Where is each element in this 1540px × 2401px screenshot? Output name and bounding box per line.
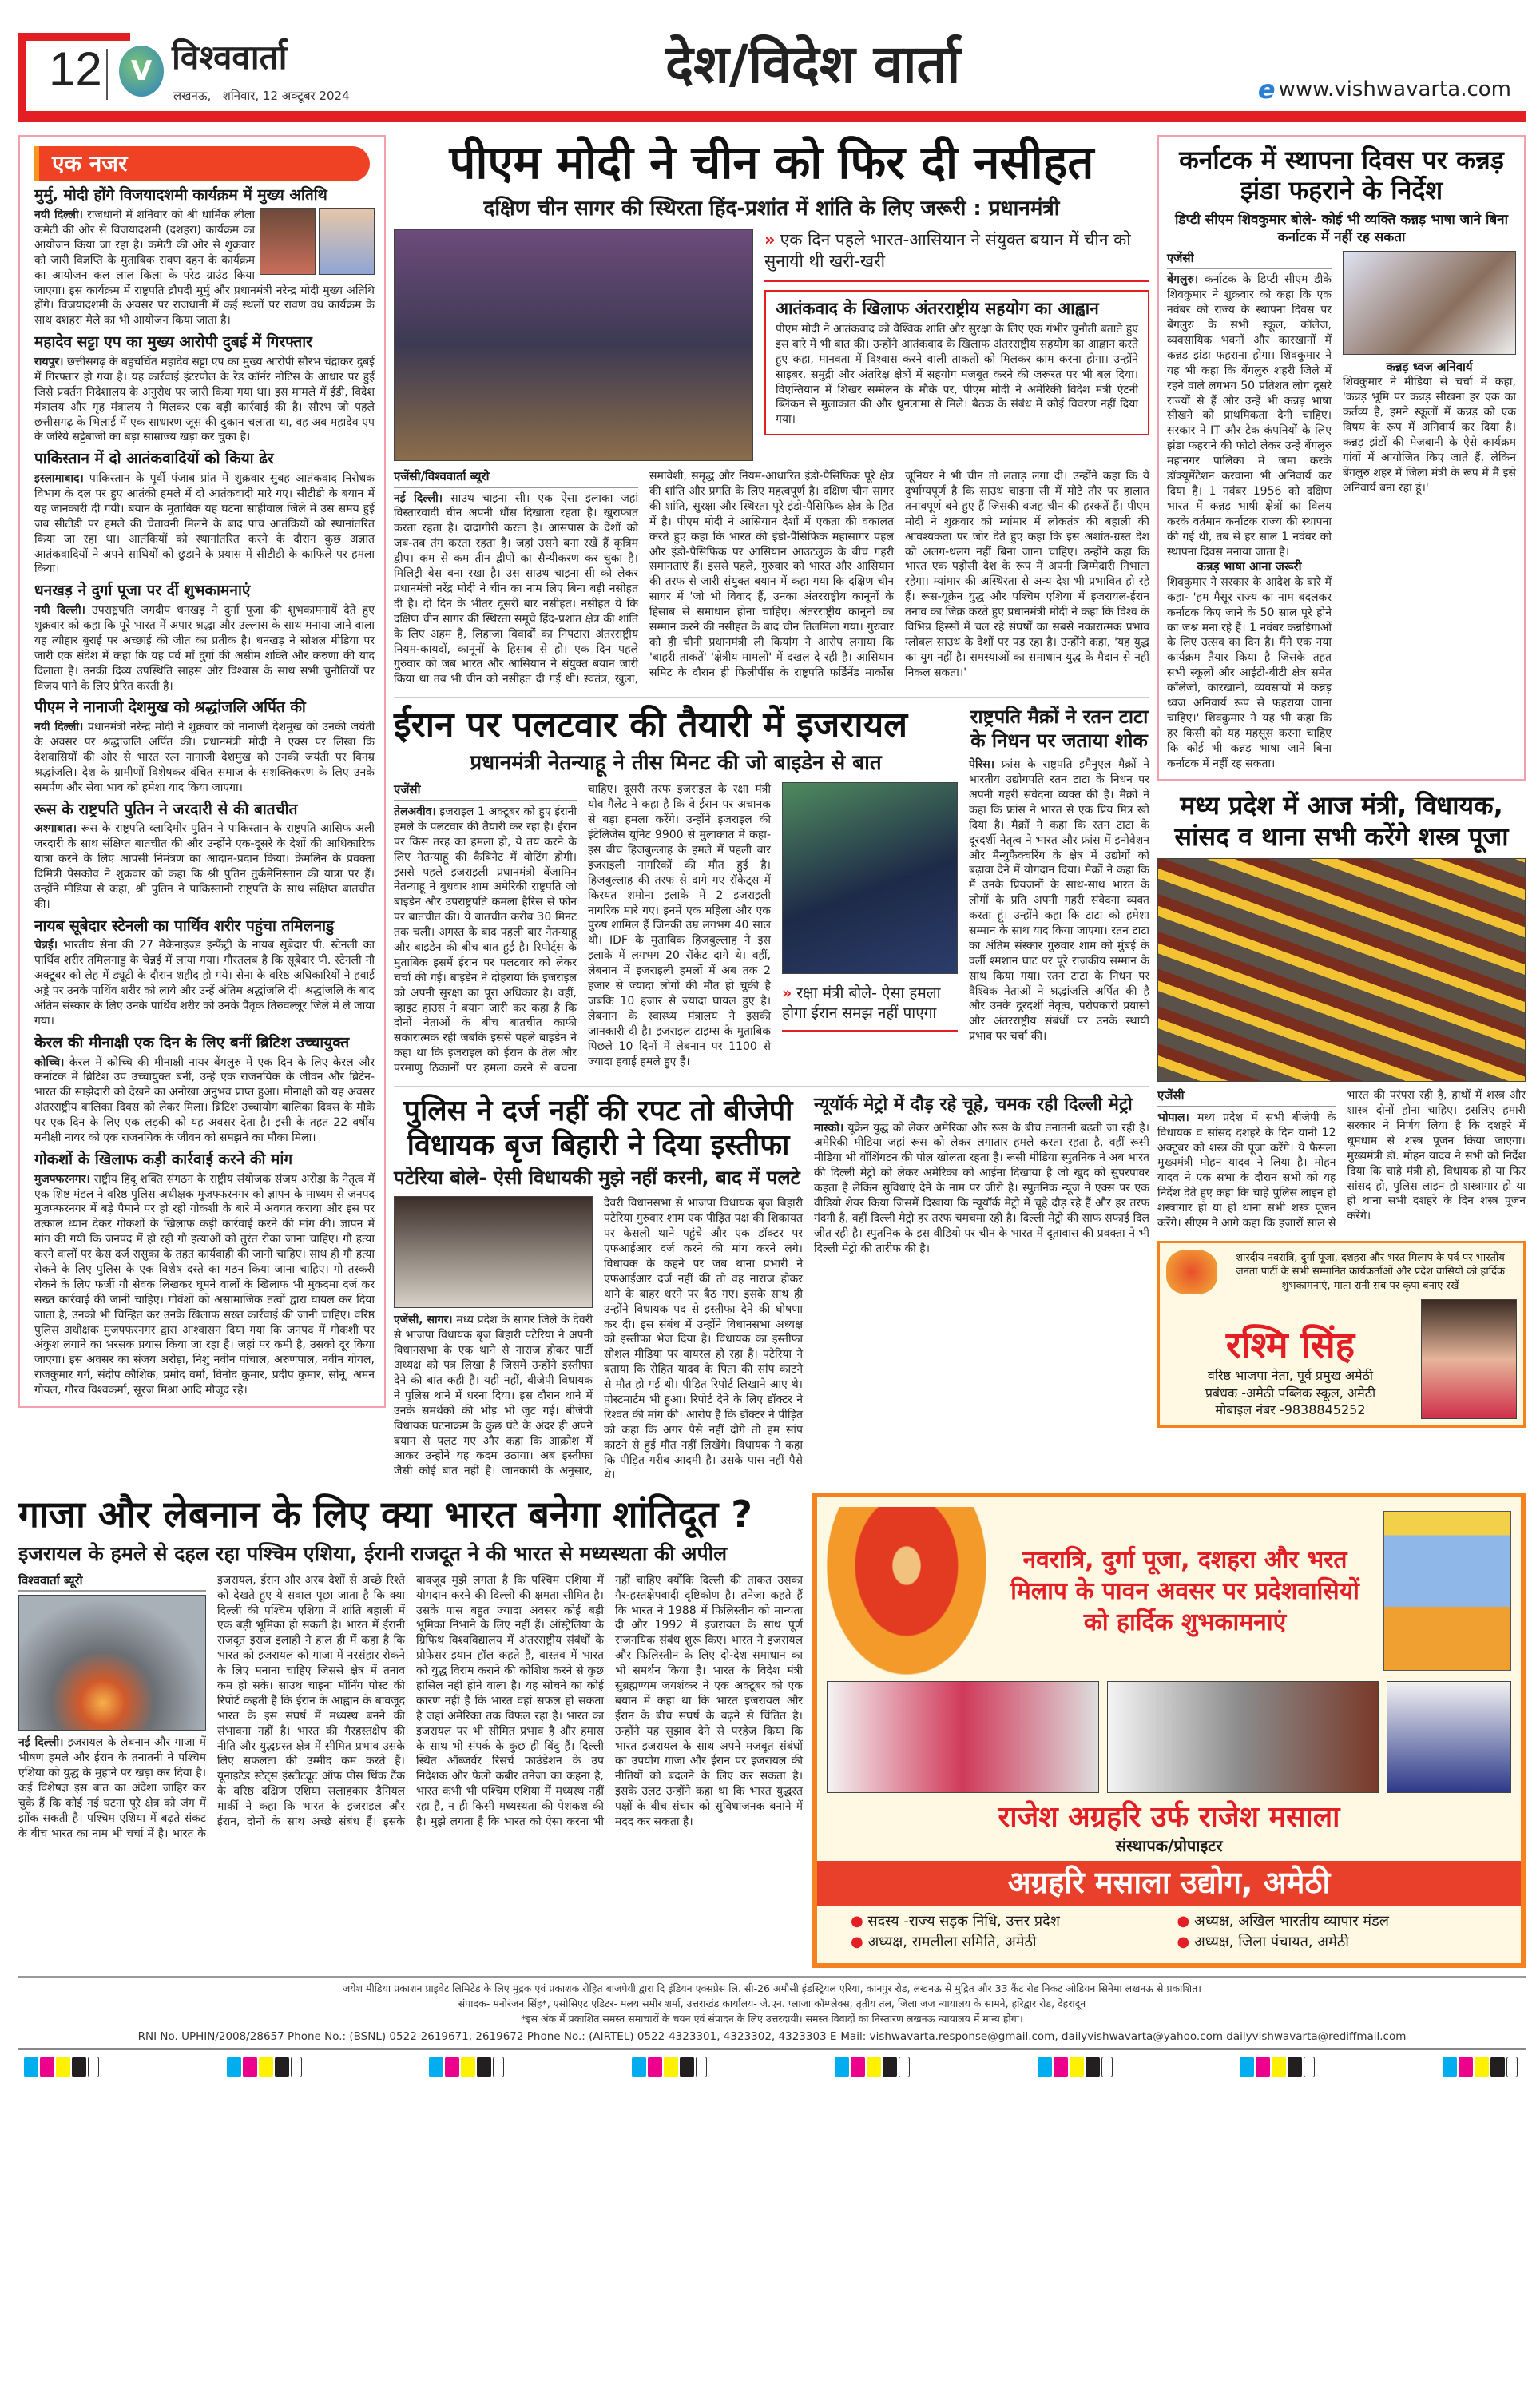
news-brief xyxy=(34,333,375,445)
brief-headline: रूस के राष्ट्रपति पुतिन ने जरदारी से की बातचीत xyxy=(34,800,298,818)
airstrike-smoke-photo xyxy=(18,1595,206,1731)
ad-line: वरिष्ठ भाजपा नेता, पूर्व प्रमुख अमेठी xyxy=(1207,1368,1374,1384)
brief-dateline: रायपुर। xyxy=(34,356,64,369)
brief-body: भारतीय सेना की 27 मैकेनाइज्ड इन्फैंट्री के नायब सूबेदार पी. स्टेनली का पार्थिव शरीर तमिलनाडु के चेन्नई में लाया गया। गौरतलब है कि सूबेदार पी. स्टेनली नौ अक्टूबर को लेह में ड्यूटी के दौरान शहीद हो गये। सेना के वरिष्ठ अधिकारियों ने हवाई अड्डे पर उनके पार्थिव शरीर को लाये और उन्हें अंतिम श्रद्धांजलि दी। श्रद्धांजलि के बाद अंतिम संस्कार के लिए उनके पार्थिव शरीर को उनके पैतृक तिरुवल्लूर जिले में ले जाया गया। xyxy=(34,939,375,1028)
event-photo xyxy=(1107,1681,1379,1793)
brief-headline: पीएम ने नानाजी देशमुख को श्रद्धांजलि अर्पित की xyxy=(34,698,306,717)
ad-greeting: शारदीय नवरात्रि, दुर्गा पूजा, दशहरा और भरत मिलाप के पर्व पर भारतीय जनता पार्टी के सभी सम्मानित कार्यकर्ताओं और प्रदेश वासियों को हार्दिक शुभकामनाएं, माता रानी सब पर कृपा बनाए रखें xyxy=(1236,1251,1505,1292)
ad-post-text: अध्यक्ष, रामलीला समिति, अमेठी xyxy=(867,1934,1037,1951)
website-url: www.vishwavarta.com xyxy=(1278,77,1511,101)
page-number: 12 xyxy=(49,42,102,96)
ad-phone: मोबाइल नंबर -9838845252 xyxy=(1215,1402,1366,1418)
brief-headline: पाकिस्तान में दो आतंकवादियों को किया ढेर xyxy=(34,450,274,468)
ek-nazar-label: एक नजर xyxy=(34,146,370,181)
story-subhead: इजरायल के हमले से दहल रहा पश्चिम एशिया, ईरानी राजदूत ने की भारत से मध्यस्थता की अपील xyxy=(18,1542,728,1566)
crosshair-icon xyxy=(291,2057,302,2077)
ratan-tata-story xyxy=(969,705,1149,1044)
registration-mark xyxy=(227,2057,302,2077)
ad-proprietor-name: राजेश अग्रहरि उर्फ राजेश मसाला xyxy=(998,1801,1340,1835)
browser-e-icon: e xyxy=(1257,74,1276,105)
story-agency: विश्ववार्ता ब्यूरो xyxy=(18,1573,206,1592)
ink-swatch xyxy=(867,2057,881,2077)
event-photo xyxy=(1387,1681,1511,1793)
bjp-mla-story xyxy=(394,1094,803,1483)
bullet-icon: ● xyxy=(851,1934,868,1951)
crosshair-icon xyxy=(1506,2057,1518,2077)
news-brief xyxy=(34,1151,375,1398)
brief-photos xyxy=(260,208,375,275)
story-dateline: बेंगलुरु। xyxy=(1167,273,1199,287)
ad-post-text: अध्यक्ष, जिला पंचायत, अमेठी xyxy=(1193,1934,1349,1951)
edition-place: लखनऊ, xyxy=(173,89,212,103)
ink-swatch xyxy=(227,2057,241,2077)
ad-post-item xyxy=(851,1933,1161,1952)
mla-metro-row xyxy=(394,1086,1149,1483)
ink-swatch xyxy=(1086,2057,1100,2077)
ink-swatch xyxy=(835,2057,849,2077)
header-accent xyxy=(18,33,130,41)
website-link[interactable] xyxy=(1258,74,1511,105)
story-body: मध्य प्रदेश में सभी बीजेपी के विधायक व सांसद दशहरे के दिन यानी 12 अक्टूबर को शस्त्र की पूजा करेंगे। ये फैसला मुख्यमंत्री मोहन यादव ने लिया है। मोहन यादव ने एक सभा के दौरान सभी को यह निर्देश देते हुए कहा कि चाहे पुलिस लाइन हो शस्त्रागार हो या हो थाना सभी शस्त्र पूजन करेंगे। सीएम ने आगे कहा कि हजारों साल से भारत की परंपरा रही है, हाथों में शस्त्र और शास्त्र दोनों होना चाहिए। इसलिए हमारी सरकार ने निर्णय लिया है कि दशहरे में धूमधाम से शस्त्र पूजन किया जाएगा। मुख्यमंत्री डॉ. मोहन यादव ने सभी को निर्देश दिया कि चाहे मंत्री हो, विधायक हो या फिर सांसद हो, पुलिस लाइन हो शस्त्रागार हो या हो थाना सभी दशहरे के दिन शस्त्र पूजन करेंगे। xyxy=(1157,1089,1526,1230)
story-dateline: मास्को। xyxy=(814,1121,844,1135)
ink-swatch xyxy=(429,2057,443,2077)
story-body: कर्नाटक के डिप्टी सीएम डीके शिवकुमार ने शुक्रवार को कहा कि एक नवंबर को राज्य के स्थापना दिवस पर बेंगलुरु के सभी स्कूल, कॉलेज, व्यवसायिक भवनों और कारखानों में कन्नड़ झंडा फहराना होगा। शिवकुमार ने यह भी कहा कि बेंगलुरु शहरी जिले में रहने वाले लगभग 50 प्रतिशत लोग दूसरे राज्यों से हैं और उन्हें भी कन्नड़ भाषा सीखने को प्राथमिकता देनी चाहिए। सरकार ने IT और टेक कंपनियों के लिए झंडा फहराने की फोटो लेकर उन्हें बेंगलुरु महानगर पालिका में जमा करके डॉक्यूमेंटेशन करवाना भी अनिवार्य कर दिया है। 1 नवंबर 1956 को दक्षिण भारत में कन्नड़ भाषी क्षेत्रों का विलय करके वर्तमान कर्नाटक राज्य की स्थापना की गई थी, तब से हर साल 1 नवंबर को स्थापना दिवस मनाया जाता है। xyxy=(1167,273,1332,559)
story-subhead: डिप्टी सीएम शिवकुमार बोले- कोई भी व्यक्ति कन्नड़ भाषा जाने बिना कर्नाटक में नहीं रह सकता xyxy=(1175,211,1508,245)
pull-quote xyxy=(764,229,1149,282)
modi-summit-photo xyxy=(394,229,753,461)
story-headline: गाजा और लेबनान के लिए क्या भारत बनेगा शांतिदूत ? xyxy=(18,1493,752,1536)
brief-dateline: नयी दिल्ली। xyxy=(34,209,83,222)
brief-dateline: नयी दिल्ली। xyxy=(34,604,85,618)
brief-headline: गोकशों के खिलाफ कड़ी कार्रवाई करने की मांग xyxy=(34,1150,293,1168)
mla-photo xyxy=(394,1196,593,1308)
story-dateline: पेरिस। xyxy=(969,758,995,772)
ink-swatch xyxy=(1490,2057,1505,2077)
color-registration-strip xyxy=(24,2057,1518,2077)
story-body: फ्रांस के राष्ट्रपति इमैनुएल मैक्रों ने भारतीय उद्योगपति रतन टाटा के निधन पर अपनी गहरी संवेदना व्यक्त की है। मैक्रों ने कहा कि फ्रांस ने भारत से एक प्रिय मित्र खो दिया है। मैक्रों ने कहा कि रतन टाटा के दूरदर्शी नेतृत्व ने भारत और फ्रांस में इनोवेशन और मैन्युफैक्चरिंग के क्षेत्र में उद्योगों को बढ़ावा देने में योगदान दिया। मैक्रों ने कहा कि मैं उनके प्रियजनों के साथ-साथ भारत के लोगों के प्रति अपनी गहरी संवेदना व्यक्त करता हूं। उन्होंने कहा कि टाटा को हमेशा सम्मान के साथ याद किया जाएगा। रतन टाटा का अंतिम संस्कार गुरुवार शाम को मुंबई के वर्ली श्मशान घाट पर पूरे राजकीय सम्मान के साथ किया गया। रतन टाटा के निधन पर वैश्विक नेताओं ने श्रद्धांजलि अर्पित की है और उनके दूरदर्शी नेतृत्व, परोपकारी प्रयासों और अंतरराष्ट्रीय संबंधों पर उनके स्थायी प्रभाव पर चर्चा की। xyxy=(969,758,1149,1043)
ink-swatch xyxy=(1240,2057,1254,2077)
registration-mark xyxy=(24,2057,99,2077)
rashmi-singh-photo xyxy=(1421,1299,1517,1419)
brief-headline: नायब सूबेदार स्टेनली का पार्थिव शरीर पहुंचा तमिलनाडु xyxy=(34,916,335,935)
story-headline: ईरान पर पलटवार की तैयारी में इजरायल xyxy=(394,705,908,746)
imprint-footer xyxy=(18,1978,1526,2045)
ink-swatch xyxy=(851,2057,865,2077)
chevron-icon: » xyxy=(782,984,792,1003)
right-column xyxy=(1157,135,1526,1428)
story-crosshead: कन्नड़ ध्वज अनिवार्य xyxy=(1386,359,1473,374)
registration-mark xyxy=(1038,2057,1113,2077)
brief-body: उपराष्ट्रपति जगदीप धनखड़ ने दुर्गा पूजा की शुभकामनायें देते हुए शुक्रवार को कहा कि पूरे भारत में अपार श्रद्धा और उल्लास के साथ मनाया जाने वाला यह त्यौहार बुराई पर अच्छाई की जीत का प्रतीक है। धनखड़ ने सोशल मीडिया पर जारी एक संदेश में कहा कि यह पर्व माँ दुर्गा की असीम शक्ति और करुणा की याद दिलाता है। उनकी दिव्य उपस्थिति साहस और विश्वास के साथ सभी चुनौतियों पर विजय पाने के लिए प्रेरित करती है। xyxy=(34,604,375,693)
ink-swatch xyxy=(445,2057,459,2077)
brief-headline: महादेव सट्टा एप का मुख्य आरोपी दुबई में गिरफ्तार xyxy=(34,333,312,352)
event-photo xyxy=(827,1681,1099,1793)
story-dateline: तेलअवीव। xyxy=(394,805,436,818)
news-brief xyxy=(34,186,375,328)
ink-swatch xyxy=(1272,2057,1286,2077)
story-headline: न्यूयॉर्क मेट्रो में दौड़ रहे चूहे, चमक रही दिल्ली मेट्रो xyxy=(814,1095,1133,1115)
karnataka-story-box xyxy=(1157,135,1526,781)
registration-mark xyxy=(1443,2057,1518,2077)
masthead-header xyxy=(18,33,1526,122)
crosshair-icon xyxy=(493,2057,504,2077)
ink-swatch xyxy=(1443,2057,1457,2077)
rashmi-singh-advertisement xyxy=(1157,1241,1526,1428)
agrahari-masala-advertisement xyxy=(812,1493,1526,1968)
ad-greeting: नवरात्रि, दुर्गा पूजा, दशहरा और भरत मिलाप के पावन अवसर पर प्रदेशवासियों को हार्दिक शुभकामनाएं xyxy=(1010,1545,1359,1636)
news-brief xyxy=(34,450,375,577)
inset-body: पीएम मोदी ने आतंकवाद को वैश्विक शांति और सुरक्षा के लिए एक गंभीर चुनौती बताते हुए इस बारे में भी बात की। उन्होंने आतंकवाद के खिलाफ अंतरराष्ट्रीय सहयोग का आह्वान करते हुए कहा, मानवता में विश्वास करने वाली ताकतों को मिलकर काम करना होगा। उन्होंने साइबर, समुद्री और अंतरिक्ष क्षेत्रों में सहयोग मजबूत करने की जरूरत पर भी बल दिया। विएन्तियान में शिखर सम्मेलन के मौके पर, पीएम मोदी ने अमेरिकी विदेश मंत्री एंटनी ब्लिंकन से मुलाकात की और थ्रुनलामा से मिले। बैठक के संबंध में कोई विवरण नहीं दिया गया। xyxy=(776,322,1138,427)
registration-mark xyxy=(1240,2057,1315,2077)
brief-headline: मुर्मु, मोदी होंगे विजयादशमी कार्यक्रम में मुख्य अतिथि xyxy=(34,186,327,205)
brief-headline: केरल की मीनाक्षी एक दिन के लिए बनीं ब्रिटिश उच्चायुक्त xyxy=(34,1033,350,1051)
story-body: शिवकुमार ने मीडिया से चर्चा में कहा, 'कन्नड़ भूमि पर कन्नड़ सीखना हर एक का कर्तव्य है, हमने स्कूलों में कन्नड़ को एक विषय के रूप में अनिवार्य कर दिया है। कन्नड़ झंडों की मेजबानी के ऐसे कार्यक्रम गांवों में आयोजित किए जाते हैं, लेकिन बेंगलुरु शहर में जिला मंत्री के रूप में मैं इसे अनिवार्य बना रहा हूं।' xyxy=(1343,376,1516,495)
story-agency: एजेंसी xyxy=(1157,1088,1336,1107)
story-headline: कर्नाटक में स्थापना दिवस पर कन्नड़ झंडा फहराने के निर्देश xyxy=(1179,145,1504,206)
ad-company-banner: अग्रहरि मसाला उद्योग, अमेठी xyxy=(817,1861,1521,1906)
story-subhead: दक्षिण चीन सागर की स्थिरता हिंद-प्रशांत में शांति के लिए जरूरी : प्रधानमंत्री xyxy=(483,196,1060,221)
brief-headline: धनखड़ ने दुर्गा पूजा पर दीं शुभकामनाएं xyxy=(34,582,251,600)
ink-swatch xyxy=(1256,2057,1270,2077)
shivakumar-photo xyxy=(1343,251,1516,355)
pull-quote-text: रक्षा मंत्री बोले- ऐसा हमला होगा ईरान समझ नहीं पाएगा xyxy=(782,984,941,1023)
imprint-line: जयेश मीडिया प्रकाशन प्राइवेट लिमिटेड के लिए मुद्रक एवं प्रकाशक रोहित बाजपेयी द्वारा दि इंडियन एक्सप्रेस लि. सी-26 अमौसी इंडस्ट्रियल एरिया, कानपुर रोड, लखनऊ से मुद्रित और 33 कैंट रोड निकट ओडियन सिनेमा लखनऊ से प्रकाशित। xyxy=(342,1982,1202,1995)
ink-swatch xyxy=(680,2057,694,2077)
imprint-contact: RNI No. UPHIN/2008/28657 Phone No.: (BSNL) 0522-2619671, 2619672 Phone No.: (AIRTEL) 0522-4323301, 4323302, 4323303 E-Mail: vishwavarta.response@gmail.com, dailyvishwavarta@yahoo.com dailyvishwavarta@rediffmail.com xyxy=(137,2029,1407,2043)
ink-swatch xyxy=(1038,2057,1052,2077)
brief-body: छत्तीसगढ़ के बहुचर्चित महादेव सट्टा एप का मुख्य आरोपी सौरभ चंद्राकर दुबई में गिरफ्तार हो गया है। यह कार्रवाई इंटरपोल के रेड कॉर्नर नोटिस के आधार पर हुई जिसे प्रवर्तन निदेशालय के अनुरोध पर जारी किया गया था। इस मामले में ईडी, विदेश मंत्रालय और गृह मंत्रालय ने मिलकर एक बड़ी कार्रवाई की है। सौरभ जो पहले छत्तीसगढ़ के भिलाई में एक साधारण जूस की दुकान चलाता था, वह अब महादेव एप के जरिये सट्टेबाजी का बड़ा साम्राज्य खड़ा कर चुका है। xyxy=(34,356,375,444)
ink-swatch xyxy=(24,2057,38,2077)
brief-body: पाकिस्तान के पूर्वी पंजाब प्रांत में शुक्रवार सुबह आतंकवाद निरोधक विभाग के दल पर हुए आतंकी हमले में दो आतंकवादी मारे गए। सीटीडी के बयान में यह जानकारी दी गयी। बयान के मुताबिक यह घटना साहीवाल जिले में उस समय हुई जब सीटीडी पर हमले की चेतावनी मिलने के बाद पांच आतंकियों को स्थानांतरित किया जा रहा था। आतंकियों को स्थानांतरित करने के दौरान कुछ अज्ञात आतंकवादियों ने अपने साथियों को छुड़ाने के प्रयास में सीटीडी के काफिले पर हमला किया। xyxy=(34,472,375,576)
edition-date: शनिवार, 12 अक्टूबर 2024 xyxy=(222,89,350,103)
durga-icon xyxy=(1166,1250,1217,1294)
middle-column xyxy=(394,135,1149,1483)
metro-story xyxy=(814,1094,1149,1257)
ink-swatch xyxy=(243,2057,257,2077)
registration-mark xyxy=(835,2057,910,2077)
gaza-lebanon-story xyxy=(18,1493,803,1841)
chevron-icon: » xyxy=(764,230,776,250)
ink-swatch xyxy=(1054,2057,1068,2077)
ram-illustration xyxy=(1383,1511,1511,1671)
ink-swatch xyxy=(40,2057,54,2077)
brief-body: केरल में कोच्चि की मीनाक्षी नायर बेंगलुरु में एक दिन के लिए केरल और कर्नाटक में ब्रिटिश उप उच्चायुक्त बनीं, उन्हें एक राजनयिक के जीवन और ब्रिटेन-भारत की साझेदारी को देखने का अनोखा अनुभव प्राप्त हुआ। मीनाक्षी को यह अवसर अंतरराष्ट्रीय बालिका दिवस को लेकर मिला। ब्रिटिश उच्चायोग बालिका दिवस के मौके पर एक दिन के लिए एक लड़की को यह अवसर देता है। इसी के तहत 22 वर्षीय मनीक्षी नायर को एक राजनयिक के जीवन को समझने का मौका मिला। xyxy=(34,1055,375,1145)
crosshair-icon xyxy=(88,2057,99,2077)
section-title: देश/विदेश वार्ता xyxy=(665,34,961,95)
bullet-icon: ● xyxy=(851,1912,868,1930)
murmu-photo xyxy=(260,208,316,275)
ink-swatch xyxy=(1459,2057,1473,2077)
story-subhead: प्रधानमंत्री नेतन्याहू ने तीस मिनट की जो बाइडेन से बात xyxy=(470,750,882,775)
ink-swatch xyxy=(461,2057,475,2077)
bullet-icon: ● xyxy=(1177,1934,1194,1951)
brief-dateline: मुजफ्फरनगर। xyxy=(34,1172,90,1186)
story-body: शिवकुमार ने सरकार के आदेश के बारे में कहा- 'हम मैसूर राज्य का नाम बदलकर कर्नाटक किए जाने के 50 साल पूरे होने का जश्न मना रहे हैं। 1 नवंबर कन्नडिगाओं के लिए उत्सव का दिन है। मैंने एक नया कार्यक्रम तैयार किया है जिसके तहत सभी स्कूलों और आईटी-बीटी क्षेत्र समेत कॉलेजों, कारखानों, व्यवसायों में कन्नड़ ध्वज अनिवार्य रूप से फहराया जाना चाहिए।' शिवकुमार ने यह भी कहा कि हर किसी को यह महसूस करना चाहिए कि कोई भी कन्नड़ भाषा जाने बिना कर्नाटक में नहीं रह सकता। xyxy=(1167,575,1332,770)
story-agency: एजेंसी xyxy=(1167,251,1332,270)
ink-swatch xyxy=(1070,2057,1084,2077)
story-body: इजरायल के लेबनान और गाजा में भीषण हमले और ईरान के तनातनी ने पश्चिम एशिया को युद्ध के मुहाने पर खड़ा कर दिया है। कई विशेषज्ञ इस बात का अंदेशा जाहिर कर चुके हैं कि कोई नई घटना पूरे क्षेत्र को जंग में झोंक सकती है। पश्चिम एशिया में बढ़ते संकट के बीच भारत का नाम भी चर्चा में है। भारत के इजरायल, ईरान और अरब देशों से अच्छे रिश्ते को देखते हुए ये सवाल पूछा जाता है कि क्या दिल्ली की पश्चिम एशिया में शांति बहाली में एक बड़ी भूमिका हो सकती है। भारत में ईरानी राजदूत इराज इलाही ने हाल ही में कहा है कि भारत को इजरायल को गाजा में नरसंहार रोकने के लिए मनाना चाहिए जिससे क्षेत्र में तनाव कम हो सके। साउथ चाइना मॉर्निंग पोस्ट की रिपोर्ट कहती है कि ईरान के आह्वान के बावजूद भारत के इस संघर्ष में मध्यस्थ बनने की संभावना नहीं है। भारत की गैरहस्तक्षेप की नीति और युद्धग्रस्त क्षेत्र में सीमित प्रभाव उसके लिए सफलता की उम्मीद कम करते हैं। यूनाइटेड स्टेट्स इंस्टीट्यूट ऑफ पीस थिंक टैंक के वरिष्ठ दक्षिण एशिया सलाहकार डैनियल मार्की ने कहा कि भारत के इजराइल और ईरान, दोनों के साथ अच्छे संबंध हैं। इसके बावजूद मुझे लगता है कि पश्चिम एशिया में योगदान करने की दिल्ली की क्षमता सीमित है। उसके पास बहुत ज्यादा अवसर कोई बड़ी भूमिका निभाने के लिए नहीं हैं। ऑस्ट्रेलिया के ग्रिफिथ विश्वविद्यालय में अंतरराष्ट्रीय संबंधों के प्रोफेसर इयान हॉल कहते हैं, वास्तव में भारत को युद्ध विराम कराने की कोशिश करने से कुछ हासिल नहीं होने वाला है। यह सोचने का कोई कारण नहीं है कि भारत वहां सफल हो सकता है जहां अमेरिका तक विफल रहा है। भारत का इजरायल पर भी सीमित प्रभाव है और हमास के साथ भी संपर्क के कुछ ही बिंदु हैं। दिल्ली स्थित ऑब्जर्वर रिसर्च फाउंडेशन के उप निदेशक और फेलो कबीर तनेजा का कहना है, भारत कभी भी पश्चिम एशिया में मध्यस्थ नहीं रहा है, न ही किसी मध्यस्थता की पेशकश की है। मुझे लगता है कि भारत को ऐसा करना भी नहीं चाहिए क्योंकि दिल्ली की ताकत उसका गैर-हस्तक्षेपवादी दृष्टिकोण है। तनेजा कहते हैं कि भारत ने 1988 में फिलिस्तीन को मान्यता दी और 1992 में इजरायल के साथ पूर्ण राजनयिक संबंध शुरू किए। भारत ने इजरायल और फिलिस्तीन के लिए दो-देश समाधान का भी समर्थन किया है। भारत के विदेश मंत्री सुब्रह्मण्यम जयशंकर ने एक अक्टूबर को एक बयान में कहा था कि भारत इजरायल और ईरान के बीच संघर्ष के बढ़ने से चिंतित है। उन्होंने यह सुझाव देने से परहेज किया कि भारत इजरायल के साथ अपने मजबूत संबंधों का उपयोग गाजा और ईरान पर इजरायल की नीतियों को बदलने के लिए कर सकता है। इसके उलट उन्होंने कहा था कि भारत युद्धरत पक्षों के बीच संचार को सुविधाजनक बनाने में मदद कर सकता है। xyxy=(18,1573,803,1840)
ink-swatch xyxy=(664,2057,678,2077)
pull-quote-text: एक दिन पहले भारत-आसियान ने संयुक्त बयान में चीन को सुनायी थी खरी-खरी xyxy=(764,230,1131,272)
durga-illustration xyxy=(827,1507,986,1675)
brief-body: प्रधानमंत्री नरेन्द्र मोदी ने शुक्रवार को नानाजी देशमुख को उनकी जयंती के अवसर पर श्रद्धांजलि अर्पित की। प्रधानमंत्री मोदी ने एक्स पर लिखा कि देशवासियों की ओर से भारत रत्न नानाजी देशमुख को उनकी जयंती पर विनम्र श्रद्धांजलि। देश के ग्रामीणों विशेषकर वंचित समाज के सशक्तिकरण के लिए उनके समर्पण और सेवा भाव को हमेशा याद किया जाएगा। xyxy=(34,721,375,794)
modi-china-story xyxy=(394,135,1149,687)
ad-posts-list xyxy=(827,1910,1511,1954)
ek-nazar-box xyxy=(18,135,386,1408)
story-body: मध्य प्रदेश के सागर जिले के देवरी से भाजपा विधायक बृज बिहारी पटेरिया ने अपनी विधानसभा के एक थाने से नाराज होकर पार्टी अध्यक्ष को पत्र लिखा है जिसमें उन्होंने इस्तीफा देने की बात कही है। यही नहीं, बीजेपी विधायक ने पुलिस थाने में धरना दिया। इस दौरान थाने में उनके समर्थकों की भीड़ भी जुट गई। बीजेपी विधायक घटनाक्रम के कुछ घंटे के अंदर ही अपने बयान से पलट गए और कहा कि आक्रोश में आकर उन्होंने यह कदम उठाया। अब इस्तीफा जैसी कोई बात नहीं है। जानकारी के अनुसार, देवरी विधानसभा से भाजपा विधायक बृज बिहारी पटेरिया गुरुवार शाम एक पीड़ित पक्ष की शिकायत पर केसली थाने पहुंचे और एक डॉक्टर पर एफआईआर दर्ज करने की मांग करने लगे। विधायक के कहने पर जब थाना प्रभारी ने एफआईआर दर्ज नहीं की तो वह नाराज होकर थाने के बाहर धरने पर बैठ गए। इसके साथ ही उन्होंने विधायक पद से इस्तीफा देने की घोषणा कर दी। इस संबंध में उन्होंने विधानसभा अध्यक्ष को इस्तीफा भेज दिया है। विधायक का इस्तीफा सोशल मीडिया पर वायरल हो रहा है। पटेरिया ने बताया कि रोहित यादव के पिता की सांप काटने से मौत हो गई थी। पीड़ित रिपोर्ट लिखाने आए थे। पोस्टमार्टम भी हुआ। रिपोर्ट देने के लिए डॉक्टर ने रिश्वत की मांग की। आरोप है कि डॉक्टर ने पीड़ित को कहा कि अगर पैसे नहीं दोगे तो हम सांप काटने से हुई मौत नहीं लिखेंगे। विधायक ने कहा कि पीड़ित गरीब आदमी है। उसके पास नहीं पैसे थे। xyxy=(394,1197,803,1482)
ink-swatch xyxy=(259,2057,273,2077)
ink-swatch xyxy=(275,2057,289,2077)
imprint-line: संपादक- मनोरंजन सिंह*, एसोसिएट एडिटर- मलय समीर शर्मा, उत्तराखंड कार्यालय- जे.एन. प्लाजा कॉम्प्लेक्स, तृतीय तल, जिला जज न्यायालय के सामने, हरिद्वार रोड, देहरादून xyxy=(458,1998,1086,2010)
footer-divider xyxy=(18,2048,1526,2050)
story-headline: पीएम मोदी ने चीन को फिर दी नसीहत xyxy=(449,135,1094,189)
divider xyxy=(106,49,108,100)
story-body: यूक्रेन युद्ध को लेकर अमेरिका और रूस के बीच तनातनी बढ़ती जा रही है। अमेरिकी मीडिया जहां रूस को लेकर लगातार हमले करता रहता है, वहीं रूसी मीडिया भी वॉशिंगटन की पोल खोलता रहता है। रूसी मीडिया स्पुतनिक ने अब भारत की दिल्ली मेट्रो को लेकर अमेरिका को आईना दिखाया है जो खुद को सुपरपावर कहता है लेकिन सुविधाएं देने के नाम पर जीरो है। स्पुतनिक न्यूज ने एक्स पर एक वीडियो शेयर किया जिसमें दिखाया कि न्यूयॉर्क मेट्रो में चूहे दौड़ रहे हैं और हर तरफ गंदगी है, वहीं दिल्ली मेट्रो हर तरफ चमचमा रही है। दिल्ली मेट्रो की साफ सफाई दिल जीत रही है। स्पुतनिक के इस वीडियो पर चीन के भारत में दूतावास की प्रवक्ता ने भी दिल्ली मेट्रो की तारीफ की है। xyxy=(814,1121,1149,1255)
israel-tata-row xyxy=(394,697,1149,1076)
registration-mark xyxy=(632,2057,707,2077)
edition-dateline xyxy=(173,89,350,103)
bullet-icon: ● xyxy=(1177,1912,1194,1930)
story-body: इजराइल 1 अक्टूबर को हुए ईरानी हमले के पलटवार की तैयारी कर रहा है। ईरान पर किस तरह का हमला हो, ये तय करने के लिए नेतन्याहू की कैबिनेट में वोटिंग होगी। इससे पहले इजराइली प्रधानमंत्री बेंजामिन नेतन्याहू ने बुधवार शाम अमेरिकी राष्ट्रपति जो बाइडेन और उपराष्ट्रपति कमला हैरिस से फोन पर बातचीत की। ये बातचीत करीब 30 मिनट तक चली। अगस्त के बाद पहली बार नेतन्याहू और बाइडेन की बीच बात हुई है। रिपोर्ट्स के मुताबिक इसमें ईरान पर पलटवार को लेकर चर्चा की गई। बाइडेन ने दोहराया कि इजराइल को अपनी सुरक्षा का पूरा अधिकार है। वहीं, व्हाइट हाउस ने बयान जारी कर कहा है कि दोनों नेताओं के बीच बातचीत काफी सकारात्मक रही जबकि इससे पहले बाइडेन ने कहा था कि इजराइल को ईरान के तेल और परमाणु ठिकानों पर हमला करने से बचना चाहिए। दूसरी तरफ इजराइल के रक्षा मंत्री योव गैलेंट ने कहा है कि वे ईरान पर अचानक से बड़ा हमला करेंगे। उन्होंने इजराइल की इंटेलिजेंस यूनिट 9900 से मुलाकात में कहा-इस बीच हिजबुल्लाह के हमले में पहली बार इजराइली नागरिकों की मौत हुई है। हिजबुल्लाह की तरफ से दागे गए रॉकेट्स में किरयत शमोना इलाके में 2 इजराइली नागरिक मारे गए। इनमें एक महिला और एक पुरुष शामिल हैं जिनकी उम्र लगभग 40 साल थी। IDF के मुताबिक हिजबुल्लाह ने इस इलाके में लगभग 20 रॉकेट दागे थे। वहीं, लेबनान में इजराइली हमलों में अब तक 2 हजार से ज्यादा लोगों की मौत हो चुकी है जबकि 10 हजार से ज्यादा घायल हुए है। लेबनान के स्वास्थ्य मंत्रालय ने इसकी जानकारी दी है। इजराइल टाइम्स के मुताबिक पिछले 10 दिनों में लेबनान पर 1100 से ज्यादा हवाई हमले हुए हैं। xyxy=(394,783,771,1075)
ink-swatch xyxy=(477,2057,491,2077)
news-brief xyxy=(34,698,375,795)
story-agency: एजेंसी xyxy=(394,782,577,801)
story-body: साउथ चाइना सी। एक ऐसा इलाका जहां विस्तारवादी चीन अपनी धौंस दिखाता रहता है। खुराफात करता रहता है। दादागीरी करता है। आसपास के देशों को जब-तब तंग करता रहता है। जहां उसने बना रखें हैं कृत्रिम द्वीप। कम से कम तीन द्वीपों का सैन्यीकरण कर चुका है। मिलिट्री बेस बना रखा है। उस साउथ चाइना सी को लेकर प्रधानमंत्री नरेंद्र मोदी ने चीन का नाम लिए बिना बड़ी नसीहत दी है। दो दिन के भीतर दूसरी बार नसीहत। नसीहत ये कि दक्षिण चीन सागर की स्थिरता समूचे हिंद-प्रशांत क्षेत्र की शांति के लिए अहम है, लिहाजा विवादों का निपटारा अंतरराष्ट्रीय नियम-कायदों, कानूनों के हिसाब से हो। एक दिन पहले गुरुवार को जब भारत और आसियान ने संयुक्त बयान जारी किया था तब भी चीन को नसीहत दी गई थी। स्वतंत्र, खुला, समावेशी, समृद्ध और नियम-आधारित इंडो-पैसिफिक पूरे क्षेत्र की शांति और प्रगति के लिए महत्वपूर्ण है। दक्षिण चीन सागर की शांति, सुरक्षा और स्थिरता पूरे इंडो-पैसिफिक क्षेत्र के हित में है। पीएम मोदी ने आसियान देशों में एकता की वकालत करते हुए कहा कि भारत की इंडो-पैसिफिक महासागर पहल और इंडो-पैसिफिक पर आसियान आउटलुक के बीच गहरी समानताएं हैं। इससे पहले, गुरुवार को भारत और आसियान की तरफ से जारी संयुक्त बयान में कहा गया कि दक्षिण चीन सागर में 'जो भी विवाद हैं, उनका अंतरराष्ट्रीय कानूनों के हिसाब से समाधान होना चाहिए। अंतरराष्ट्रीय कानूनों का सम्मान करने की नसीहत के बाद चीन तिलमिला गया। गुरुवार को ही चीनी प्रधानमंत्री ली कियांग ने आरोप लगाया कि 'बाहरी ताकतें' 'क्षेत्रीय मामलों' में दखल दे रही है। आसियान समिट के दौरान ही फिलीपींस के राष्ट्रपति फर्डिनेंड मार्कोस जूनियर ने भी चीन तो लताड़ लगा दी। उन्होंने कहा कि ये दुर्भाग्यपूर्ण है कि साउथ चाइना सी में मोटे तौर पर हालात तनावपूर्ण बने हुए हैं जिसकी वजह चीन की हरकतें हैं। पीएम मोदी ने शुक्रवार को म्यांमार में लोकतंत्र की बहाली की आवश्यकता पर जोर देते हुए कहा कि इस अशांत-ग्रस्त देश को अलग-थलग नहीं बिना जाना चाहिए। उन्होंने कहा कि भारत एक पड़ोसी देश के रूप में अपनी जिम्मेदारी निभाता रहेगा। म्यांमार की अस्थिरता से अन्य देश भी प्रभावित हो रहे हैं। रूस-यूक्रेन युद्ध और पश्चिम एशिया में इजरायल-ईरान तनाव का जिक्र करते हुए प्रधानमंत्री मोदी ने कहा कि विश्व के विभिन्न हिस्सों में चल रहे संघर्षों का सबसे नकारात्मक प्रभाव ग्लोबल साउथ के देशों पर पड़ रहा है। उन्होंने कहा, 'यह युद्ध का युग नहीं है। समस्याओं का समाधान युद्ध के मैदान से नहीं निकल सकता।' xyxy=(394,470,1149,686)
ad-line: प्रबंधक -अमेठी पब्लिक स्कूल, अमेठी xyxy=(1205,1385,1376,1401)
story-crosshead: कन्नड़ भाषा आना जरूरी xyxy=(1197,559,1302,574)
brief-dateline: अश्गाबात। xyxy=(34,822,77,836)
story-headline: पुलिस ने दर्ज नहीं की रपट तो बीजेपी विधायक बृज बिहारी ने दिया इस्तीफा xyxy=(403,1095,793,1163)
ink-swatch xyxy=(56,2057,70,2077)
masthead-title: विश्ववार्ता xyxy=(172,38,288,77)
crosshair-icon xyxy=(1304,2057,1315,2077)
story-headline: राष्ट्रपति मैक्रों ने रतन टाटा के निधन पर जताया शोक xyxy=(970,706,1149,753)
ad-post-text: सदस्य -राज्य सड़क निधि, उत्तर प्रदेश xyxy=(867,1912,1060,1930)
brief-dateline: कोच्चि। xyxy=(34,1055,65,1069)
ink-swatch xyxy=(883,2057,897,2077)
brief-dateline: चेन्नई। xyxy=(34,939,58,952)
crosshair-icon xyxy=(899,2057,910,2077)
israel-iran-story xyxy=(394,705,958,1076)
ad-name: रश्मि सिंह xyxy=(1225,1322,1355,1366)
story-dateline: भोपाल। xyxy=(1157,1111,1189,1124)
news-brief xyxy=(34,801,375,912)
mp-shastra-puja-story xyxy=(1157,790,1526,1230)
modi-photo xyxy=(319,208,375,275)
story-dateline: एजेंसी, सागर। xyxy=(394,1314,453,1327)
weapons-puja-photo xyxy=(1157,858,1526,1082)
ad-proprietor-role: संस्थापक/प्रोपाइटर xyxy=(1115,1836,1223,1856)
registration-mark xyxy=(429,2057,504,2077)
crosshair-icon xyxy=(696,2057,707,2077)
pull-quote xyxy=(782,984,958,1032)
story-agency: एजेंसी/विश्ववार्ता ब्यूरो xyxy=(394,469,638,488)
ad-post-item xyxy=(1177,1933,1488,1952)
news-brief xyxy=(34,917,375,1029)
story-headline: मध्य प्रदेश में आज मंत्री, विधायक, सांसद व थाना सभी करेंगे शस्त्र पूजा xyxy=(1174,790,1509,852)
terror-inset-box xyxy=(764,290,1149,435)
brief-dateline: नयी दिल्ली। xyxy=(34,721,84,734)
ink-swatch xyxy=(1475,2057,1489,2077)
story-subhead: पटेरिया बोले- ऐसी विधायकी मुझे नहीं करनी, बाद में पलटे xyxy=(394,1167,800,1190)
brief-body: रूस के राष्ट्रपति व्लादिमीर पुतिन ने पाकिस्तान के राष्ट्रपति आसिफ अली जरदारी के साथ संक्षिप्त बातचीत की और उन्होंने एक-दूसरे के देशों की आधिकारिक यात्रा करने के लिए आपसी निमंत्रण का आदान-प्रदान किया। क्रेमलिन के प्रवक्ता दिमित्री पेसकोव ने शुक्रवार को कहा कि श्री पुतिन तुर्कमेनिस्तान की यात्रा पर हैं। उन्होंने मीडिया से कहा, श्री पुतिन ने पाकिस्तानी राष्ट्रपति के साथ संक्षिप्त बातचीत की। xyxy=(34,822,375,911)
bottom-section xyxy=(18,1493,1526,1968)
ad-post-item xyxy=(1177,1912,1488,1931)
brief-dateline: इस्लामाबाद। xyxy=(34,472,84,486)
ink-swatch xyxy=(1288,2057,1302,2077)
newspaper-logo-icon xyxy=(119,46,164,97)
brief-body: राजधानी में शनिवार को श्री धार्मिक लीला कमेटी की ओर से विजयादशमी (दशहरा) कार्यक्रम का आयोजन किया जा रहा है। कमेटी की ओर से शुक्रवार को जारी विज्ञप्ति के मुताबिक रावण दहन के कार्यक्रम का आयोजन कल लाल किला के परेड ग्राउंड किया जाएगा। इस कार्यक्रम में राष्ट्रपति द्रौपदी मुर्मु और प्रधानमंत्री नरेन्द्र मोदी मुख्य अतिथि होंगे। विजयादशमी के अवसर पर राजधानी में कई स्थलों पर रावण वध कार्यक्रम के साथ दशहरा मेले का भी आयोजन किया जाता है। xyxy=(34,209,375,328)
netanyahu-photo xyxy=(782,782,958,974)
ink-swatch xyxy=(648,2057,662,2077)
ad-post-item xyxy=(851,1912,1161,1931)
inset-headline: आतंकवाद के खिलाफ अंतरराष्ट्रीय सहयोग का आह्वान xyxy=(776,298,1099,318)
crosshair-icon xyxy=(1101,2057,1113,2077)
news-brief xyxy=(34,582,375,694)
ink-swatch xyxy=(72,2057,86,2077)
story-dateline: नई दिल्ली। xyxy=(18,1736,64,1750)
ink-swatch xyxy=(632,2057,646,2077)
logo-letter: V xyxy=(130,55,153,87)
news-brief xyxy=(34,1034,375,1146)
story-dateline: नई दिल्ली। xyxy=(394,491,443,505)
imprint-line: *इस अंक में प्रकाशित समस्त समाचारों के चयन एवं संपादन के लिए उत्तरदायी। समस्त विवादों का निस्तारण लखनऊ न्यायालय में मान्य होगा। xyxy=(521,2012,1023,2025)
brief-body: राष्ट्रीय हिंदू शक्ति संगठन के राष्ट्रीय संयोजक संजय अरोड़ा के नेतृत्व में एक शिष्ट मंडल ने वरिष्ठ पुलिस अधीक्षक मुजफ्फरनगर को ज्ञापन के माध्यम से जनपद मुजफ्फरनगर में बड़े पैमाने पर हो रही गोकशी के बारे में अवगत कराया और इस पर तत्काल ध्यान देकर गोकशों के खिलाफ कड़ी कार्रवाई करने की मांग की। ज्ञापन में मांग की गयी कि जनपद में हो रही गौ हत्याओं को तुरंत रोका जाना चाहिए। गौ हत्या करने वालों पर केस दर्ज रासुका के तहत कार्यवाही की जानी चाहिए। साथ ही गौ हत्या रोकने के लिए पुलिस के एक विशेष दस्ते का गठन किया जाना चाहिए। गो तस्करी रोकने के लिए फर्जी गौ सेवक लिखकर घूमने वालों के खिलाफ भी मुकदमा दर्ज कर सख्त कार्रवाई की जानी चाहिए। गोवंशों को असामाजिक तत्वों द्वारा घायल कर दिया जाता है, उनको भी चिन्हित कर उनके खिलाफ सख्त कार्रवाई की जानी चाहिए। वरिष्ठ पुलिस अधीक्षक मुजफ्फरनगर द्वारा आश्वासन दिया गया कि जनपद में गोकशी पर अंकुश लगाने का भरसक प्रयास किया जा रहा है। जहां पर कमी है, उसको दूर किया जाएगा। इस अवसर का संजय अरोड़ा, निशु नवीन पांचाल, अरुणपाल, नवीन गोयल, राजकुमार गर्ग, संदीप कौशिक, प्रमोद वर्मा, विनोद कुमार, प्रदीप कुमार, सोनू, अमन गोयल, गौरव विश्वकर्मा, सूरज मिश्रा आदि मौजूद रहे। xyxy=(34,1172,375,1397)
ad-post-text: अध्यक्ष, अखिल भारतीय व्यापार मंडल xyxy=(1193,1912,1389,1930)
top-section xyxy=(18,135,1526,1483)
